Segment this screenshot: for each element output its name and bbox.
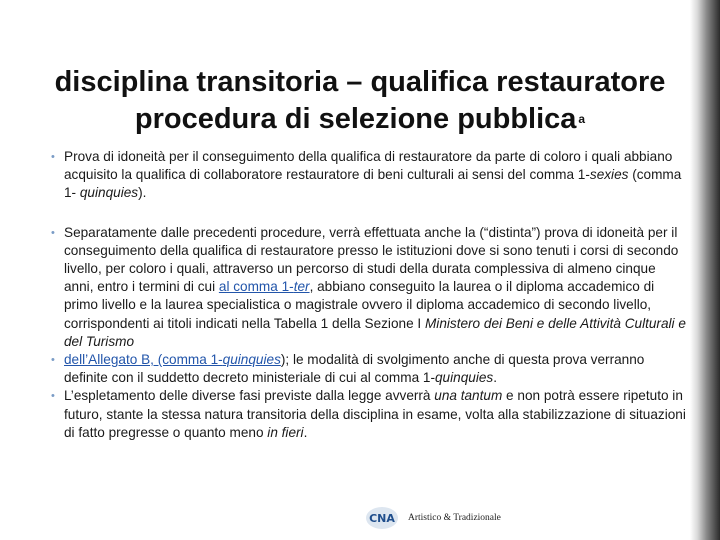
bullet-1-italic-sexies: sexies [589, 167, 629, 183]
bullet-4-text-b: e non potrà essere ripetuto in futuro, stante la stessa natura transitoria della disciplina in esame, volta alla stabilizzazione di situazioni di fatto pregresse o quanto meno [64, 388, 686, 440]
comma-1-ter-link-text: al comma 1- [218, 279, 294, 295]
bullet-1-italic-quinquies: quinquies [79, 185, 139, 201]
bullet-2-text-b: , abbiano conseguito la laurea o il diploma accademico di primo livello e la laurea specialistica o magistrale ovvero il diploma accademico di secondo livello, corrispondenti ai titoli indicati nella Tabella 1 della Sezione I [64, 279, 655, 331]
title-line-2 [30, 101, 690, 138]
bullet-1-text-b: (comma 1- [64, 167, 682, 201]
footer-label: Artistico & Tradizionale [408, 513, 501, 523]
bullet-list [52, 148, 687, 442]
cna-logo [366, 507, 398, 529]
bullet-item-2 [52, 224, 687, 351]
footer [366, 505, 501, 531]
title-superscript-mark: a [578, 112, 586, 126]
bullet-3-text: ); le modalità di svolgimento anche di questa prova verranno definite con il suddetto decreto ministeriale di cui al comma 1- [64, 352, 645, 386]
bullet-1-text: Prova di idoneità per il conseguimento della qualifica di restauratore da parte di coloro i quali abbiano acquisito la qualifica di collaboratore restauratore di beni culturali ai sensi del comma 1- [64, 149, 673, 183]
title-line-2-text: procedura di selezione pubblica [134, 103, 577, 135]
title-line-1: disciplina transitoria – qualifica restauratore [54, 66, 666, 98]
slide-title [30, 64, 690, 138]
bullet-4-text: L’espletamento delle diverse fasi previste dalla legge avverrà [64, 388, 435, 404]
allegato-b-link-text: dell’Allegato B, (comma 1- [64, 352, 223, 368]
bullet-2-italic-ministero: Ministero dei Beni e delle Attività Culturali e del Turismo [64, 315, 686, 349]
bullet-4-text-c: . [303, 424, 308, 440]
bullet-4-italic-in-fieri: in fieri [267, 424, 304, 440]
allegato-b-link[interactable] [64, 352, 281, 367]
cna-logo-text: CNA [369, 511, 395, 525]
bullet-item-3 [52, 351, 687, 387]
comma-1-ter-link[interactable] [219, 279, 310, 294]
allegato-b-link-italic: quinquies [222, 352, 281, 368]
bullet-item-1 [52, 148, 687, 203]
bullet-item-4 [52, 387, 687, 442]
comma-1-ter-link-italic: ter [293, 279, 310, 295]
bullet-4-italic-una-tantum: una tantum [434, 388, 503, 404]
bullet-3-text-b: . [493, 370, 497, 386]
bullet-3-italic-quinquies: quinquies [435, 370, 494, 386]
bullet-1-text-c: ). [138, 185, 147, 201]
slide-edge-shadow [690, 0, 720, 540]
bullet-2-text: Separatamente dalle precedenti procedure, verrà effettuata anche la (“distinta”) prova di idoneità per il conseguimento della qualifica di restauratore presso le istituzioni dove si sono tenuti i corsi di secondo livello, per coloro i quali, attraverso un percorso di studi della durata complessiva di almeno cinque anni, entro i termini di cui [64, 224, 679, 295]
